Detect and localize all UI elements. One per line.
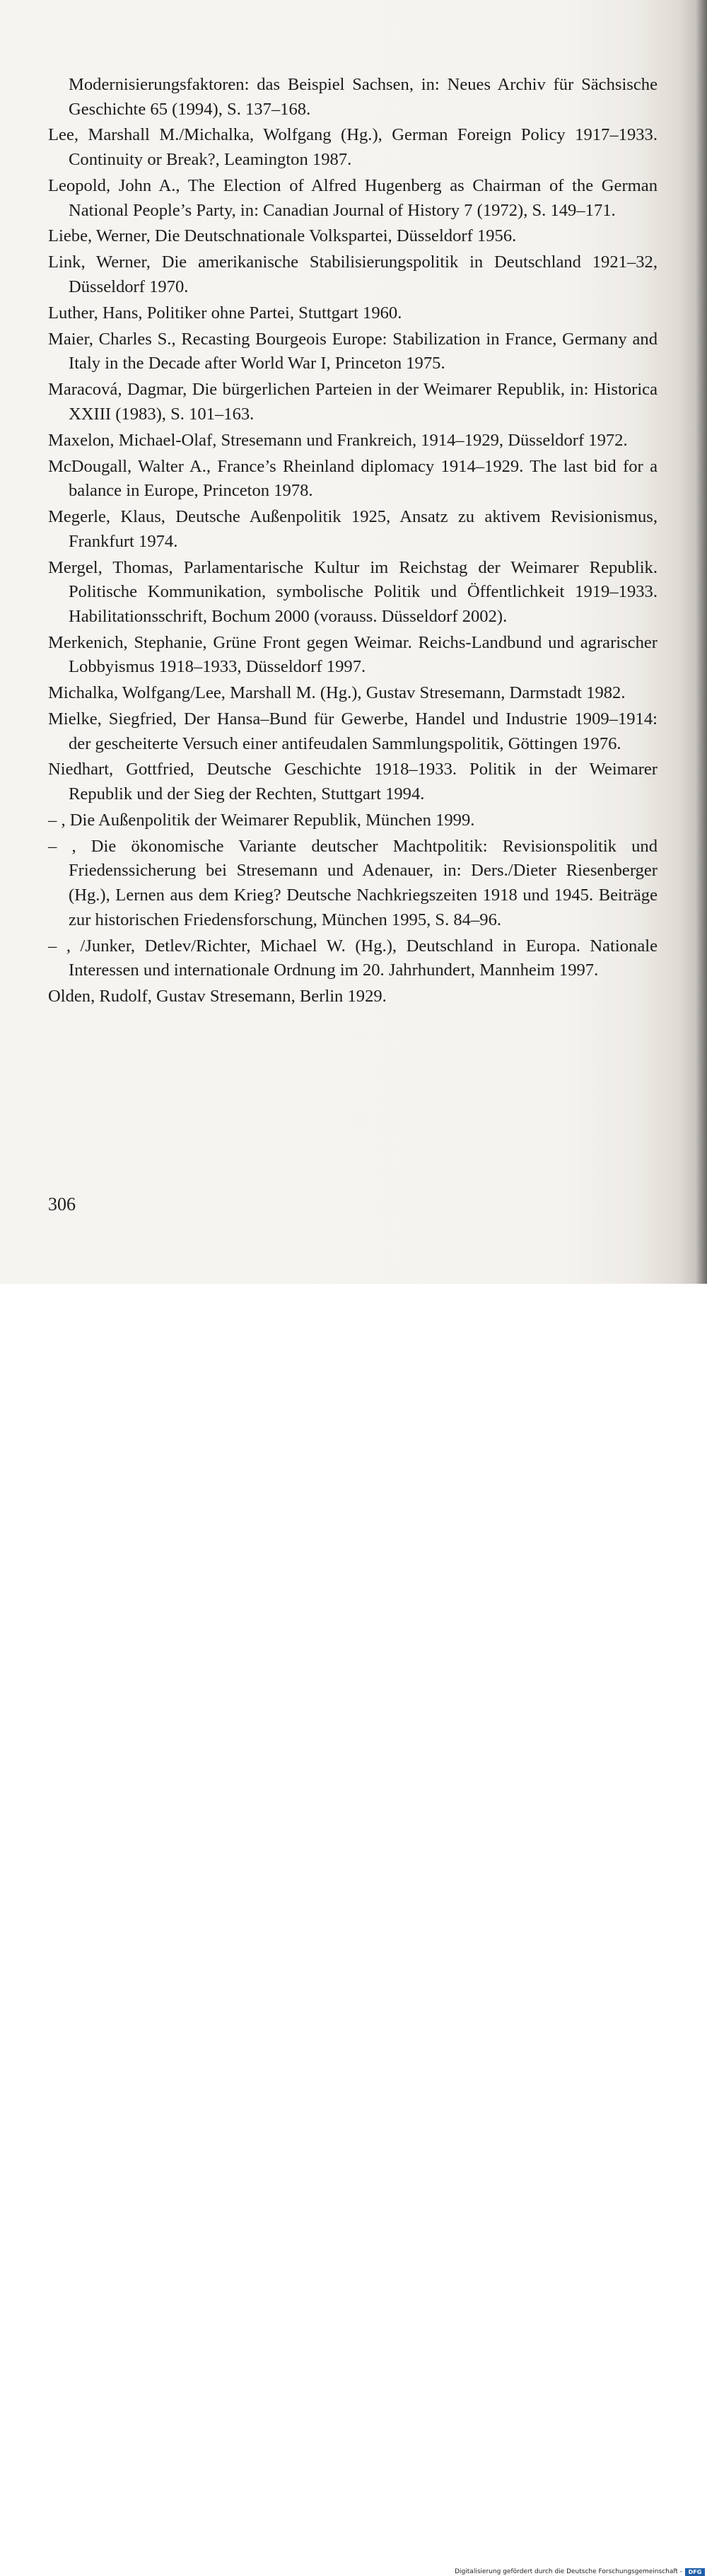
bibliography-entry: Merkenich, Stephanie, Grüne Front gegen Weimar. Reichs-Landbund und agrarischer Lobbyismus 1918–1933, Düsseldorf 1997. — [48, 632, 658, 677]
bibliography-entry: Megerle, Klaus, Deutsche Außenpolitik 1925, Ansatz zu aktivem Revisionismus, Frankfurt 1974. — [48, 507, 658, 551]
bibliography-entry: Maxelon, Michael-Olaf, Stresemann und Frankreich, 1914–1929, Düsseldorf 1972. — [48, 430, 628, 450]
bibliography-entry: – , Die ökonomische Variante deutscher Machtpolitik: Revisionspolitik und Friedenssicherung bei Stresemann und Adenauer, in: Ders./Dieter Riesenberger (Hg.), Lernen aus dem Krieg? Deutsche Nachkriegszeiten 1918 und 1945. Beiträge zur historischen Friedensforschung, München 1995, S. 84–96. — [48, 836, 658, 929]
bibliography-entry: Mergel, Thomas, Parlamentarische Kultur im Reichstag der Weimarer Republik. Politische Kommunikation, symbolische Politik und Öffentlichkeit 1919–1933. Habilitationsschrift, Bochum 2000 (vorauss. Düsseldorf 2002). — [48, 557, 658, 626]
bibliography-entry: Modernisierungsfaktoren: das Beispiel Sachsen, in: Neues Archiv für Sächsische Geschichte 65 (1994), S. 137–168. — [69, 75, 658, 119]
bibliography-entry: McDougall, Walter A., France’s Rheinland diplomacy 1914–1929. The last bid for a balance in Europe, Princeton 1978. — [48, 456, 658, 501]
bibliography-entry: Maracová, Dagmar, Die bürgerlichen Parteien in der Weimarer Republik, in: Historica XXIII (1983), S. 101–163. — [48, 380, 658, 424]
bibliography-entry: Link, Werner, Die amerikanische Stabilisierungspolitik in Deutschland 1921–32, Düsseldorf 1970. — [48, 253, 658, 296]
funding-note: Digitalisierung gefördert durch die Deutsche Forschungsgemeinschaft - — [455, 2568, 682, 2575]
bibliography-entry: Michalka, Wolfgang/Lee, Marshall M. (Hg.), Gustav Stresemann, Darmstadt 1982. — [48, 683, 626, 703]
gutter-shadow — [696, 0, 707, 1284]
bibliography-entry: Olden, Rudolf, Gustav Stresemann, Berlin 1929. — [48, 987, 387, 1006]
bibliography-entry: – , /Junker, Detlev/Richter, Michael W. (Hg.), Deutschland in Europa. Nationale Interessen und internationale Ordnung im 20. Jahrhundert, Mannheim 1997. — [48, 936, 658, 980]
bibliography-entry: Lee, Marshall M./Michalka, Wolfgang (Hg.), German Foreign Policy 1917–1933. Continuity or Break?, Leamington 1987. — [48, 125, 658, 170]
bibliography-entry: Leopold, John A., The Election of Alfred Hugenberg as Chairman of the German National People’s Party, in: Canadian Journal of History 7 (1972), S. 149–171. — [48, 175, 658, 220]
bibliography-entry: – , Die Außenpolitik der Weimarer Republik, München 1999. — [48, 810, 475, 830]
bibliography-entry: Maier, Charles S., Recasting Bourgeois Europe: Stabilization in France, Germany and Italy in the Decade after World War I, Princeton 1975. — [48, 329, 658, 373]
dfg-logo: DFG — [685, 2568, 705, 2576]
bibliography-entry: Mielke, Siegfried, Der Hansa–Bund für Gewerbe, Handel und Industrie 1909–1914: der gescheiterte Versuch einer antifeudalen Sammlungspolitik, Göttingen 1976. — [48, 709, 658, 753]
page-number: 306 — [48, 1194, 76, 1214]
bibliography-list — [48, 73, 658, 1011]
book-page — [0, 0, 707, 1284]
bibliography-entry: Luther, Hans, Politiker ohne Partei, Stuttgart 1960. — [48, 303, 402, 323]
bibliography-entry: Liebe, Werner, Die Deutschnationale Volkspartei, Düsseldorf 1956. — [48, 226, 517, 246]
digitization-footer — [0, 1284, 707, 2575]
bibliography-entry: Niedhart, Gottfried, Deutsche Geschichte 1918–1933. Politik in der Weimarer Republik und der Sieg der Rechten, Stuttgart 1994. — [48, 760, 658, 804]
